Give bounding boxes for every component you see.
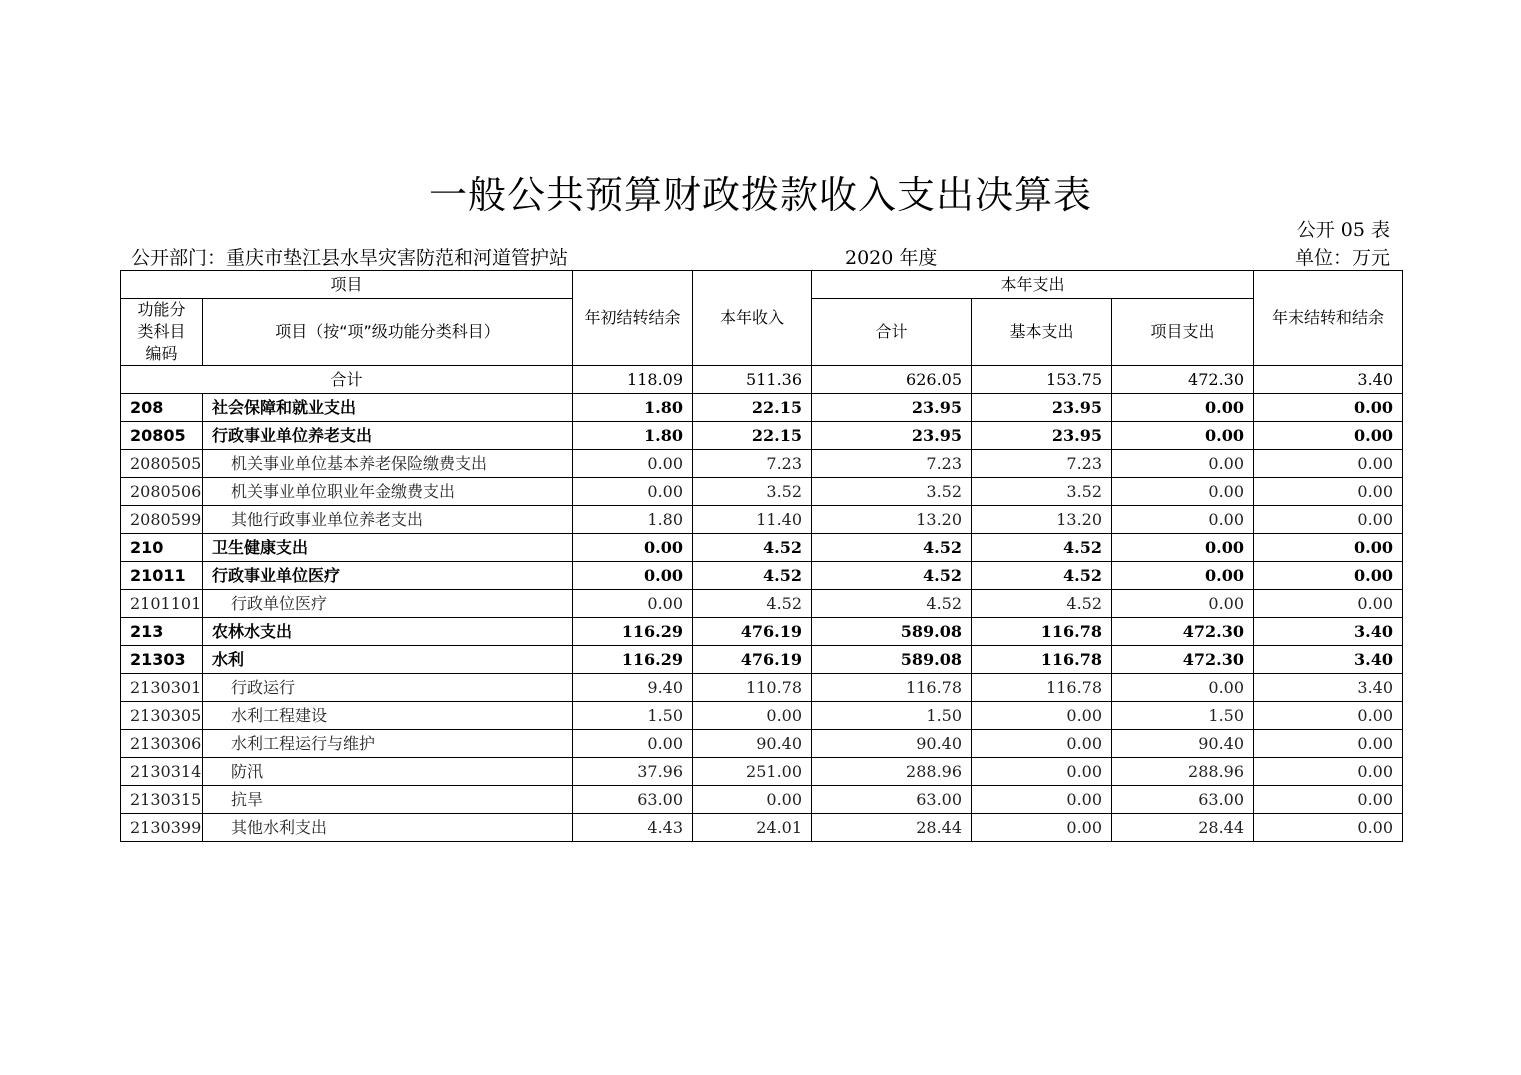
row-basic: 4.52 [972,562,1112,590]
row-name: 水利 [203,646,573,674]
row-opening: 0.00 [573,590,693,618]
row-total: 4.52 [812,562,972,590]
total-closing: 3.40 [1254,366,1403,394]
row-project: 90.40 [1112,730,1254,758]
row-name: 卫生健康支出 [203,534,573,562]
row-income: 4.52 [693,590,812,618]
table-row [121,618,1403,646]
header-name: 项目（按“项”级功能分类科目） [203,299,573,366]
row-income: 22.15 [693,422,812,450]
row-project: 0.00 [1112,450,1254,478]
row-total: 288.96 [812,758,972,786]
row-total: 63.00 [812,786,972,814]
total-project: 472.30 [1112,366,1254,394]
row-code: 2080505 [121,450,203,478]
department-label: 公开部门：重庆市垫江县水旱灾害防范和河道管护站 [131,247,569,269]
row-opening: 1.80 [573,422,693,450]
row-opening: 1.80 [573,394,693,422]
row-opening: 0.00 [573,534,693,562]
row-total: 13.20 [812,506,972,534]
row-total: 589.08 [812,646,972,674]
row-total: 28.44 [812,814,972,842]
row-project: 0.00 [1112,506,1254,534]
row-closing: 0.00 [1254,506,1403,534]
row-name: 行政运行 [203,674,573,702]
row-basic: 116.78 [972,646,1112,674]
row-closing: 3.40 [1254,646,1403,674]
total-basic: 153.75 [972,366,1112,394]
row-code: 21303 [121,646,203,674]
row-name: 机关事业单位基本养老保险缴费支出 [203,450,573,478]
header-expenditure-group: 本年支出 [812,271,1254,299]
total-opening: 118.09 [573,366,693,394]
row-name: 机关事业单位职业年金缴费支出 [203,478,573,506]
row-code: 2101101 [121,590,203,618]
row-code: 210 [121,534,203,562]
row-basic: 0.00 [972,814,1112,842]
row-project: 472.30 [1112,646,1254,674]
table-row [121,786,1403,814]
total-expenditure: 626.05 [812,366,972,394]
table-header [121,271,1403,366]
header-project-expenditure: 项目支出 [1112,299,1254,366]
row-project: 472.30 [1112,618,1254,646]
row-closing: 0.00 [1254,814,1403,842]
row-income: 11.40 [693,506,812,534]
row-income: 110.78 [693,674,812,702]
row-name: 行政事业单位养老支出 [203,422,573,450]
row-project: 0.00 [1112,478,1254,506]
row-basic: 0.00 [972,758,1112,786]
row-total: 589.08 [812,618,972,646]
header-project: 项目 [121,271,573,299]
row-closing: 0.00 [1254,394,1403,422]
row-opening: 116.29 [573,646,693,674]
row-name: 其他行政事业单位养老支出 [203,506,573,534]
table-body [121,366,1403,842]
row-closing: 0.00 [1254,478,1403,506]
row-total: 116.78 [812,674,972,702]
table-row [121,646,1403,674]
row-closing: 0.00 [1254,758,1403,786]
table-row [121,758,1403,786]
row-project: 288.96 [1112,758,1254,786]
row-project: 0.00 [1112,422,1254,450]
row-name: 抗旱 [203,786,573,814]
row-income: 3.52 [693,478,812,506]
row-basic: 4.52 [972,534,1112,562]
table-row [121,450,1403,478]
row-income: 4.52 [693,562,812,590]
row-code: 2130314 [121,758,203,786]
row-income: 0.00 [693,702,812,730]
row-basic: 0.00 [972,786,1112,814]
row-total: 7.23 [812,450,972,478]
row-closing: 0.00 [1254,702,1403,730]
row-closing: 3.40 [1254,618,1403,646]
row-income: 90.40 [693,730,812,758]
unit-label: 单位：万元 [1294,247,1390,269]
row-total: 90.40 [812,730,972,758]
table-row [121,478,1403,506]
row-opening: 0.00 [573,478,693,506]
table-row [121,814,1403,842]
row-income: 7.23 [693,450,812,478]
row-income: 476.19 [693,646,812,674]
row-project: 0.00 [1112,562,1254,590]
header-closing-balance: 年末结转和结余 [1254,271,1403,366]
row-code: 2080599 [121,506,203,534]
row-basic: 0.00 [972,702,1112,730]
row-name: 其他水利支出 [203,814,573,842]
row-closing: 0.00 [1254,590,1403,618]
budget-table [120,270,1403,842]
row-closing: 0.00 [1254,450,1403,478]
row-code: 2130301 [121,674,203,702]
row-code: 208 [121,394,203,422]
header-opening-balance: 年初结转结余 [573,271,693,366]
row-code: 2130306 [121,730,203,758]
row-total: 3.52 [812,478,972,506]
fiscal-year: 2020 年度 [845,247,938,269]
row-total: 4.52 [812,590,972,618]
row-opening: 0.00 [573,562,693,590]
row-closing: 0.00 [1254,786,1403,814]
row-code: 2080506 [121,478,203,506]
row-closing: 3.40 [1254,674,1403,702]
row-basic: 23.95 [972,422,1112,450]
row-project: 28.44 [1112,814,1254,842]
row-code: 213 [121,618,203,646]
row-basic: 23.95 [972,394,1112,422]
table-row [121,702,1403,730]
row-income: 476.19 [693,618,812,646]
row-basic: 116.78 [972,674,1112,702]
header-code: 功能分类科目编码 [121,299,203,366]
row-basic: 4.52 [972,590,1112,618]
row-income: 251.00 [693,758,812,786]
row-name: 水利工程建设 [203,702,573,730]
row-project: 1.50 [1112,702,1254,730]
row-project: 0.00 [1112,394,1254,422]
row-income: 24.01 [693,814,812,842]
header-total: 合计 [812,299,972,366]
row-project: 0.00 [1112,590,1254,618]
total-row [121,366,1403,394]
row-project: 63.00 [1112,786,1254,814]
row-basic: 13.20 [972,506,1112,534]
table-row [121,394,1403,422]
row-income: 4.52 [693,534,812,562]
row-opening: 0.00 [573,450,693,478]
row-opening: 63.00 [573,786,693,814]
row-basic: 0.00 [972,730,1112,758]
header-income: 本年收入 [693,271,812,366]
table-row [121,422,1403,450]
table-row [121,534,1403,562]
row-opening: 9.40 [573,674,693,702]
header-basic: 基本支出 [972,299,1112,366]
row-basic: 3.52 [972,478,1112,506]
table-row [121,590,1403,618]
row-name: 行政单位医疗 [203,590,573,618]
row-opening: 4.43 [573,814,693,842]
row-code: 21011 [121,562,203,590]
row-opening: 37.96 [573,758,693,786]
total-label: 合计 [121,366,573,394]
row-opening: 116.29 [573,618,693,646]
row-opening: 1.50 [573,702,693,730]
row-name: 社会保障和就业支出 [203,394,573,422]
row-name: 行政事业单位医疗 [203,562,573,590]
table-number: 公开 05 表 [1296,219,1390,241]
row-total: 4.52 [812,534,972,562]
row-closing: 0.00 [1254,730,1403,758]
row-code: 2130315 [121,786,203,814]
row-opening: 0.00 [573,730,693,758]
row-closing: 0.00 [1254,562,1403,590]
row-code: 20805 [121,422,203,450]
row-project: 0.00 [1112,674,1254,702]
row-income: 0.00 [693,786,812,814]
total-income: 511.36 [693,366,812,394]
page-title: 一般公共预算财政拨款收入支出决算表 [428,173,1092,217]
row-total: 1.50 [812,702,972,730]
row-basic: 7.23 [972,450,1112,478]
row-name: 农林水支出 [203,618,573,646]
table-row [121,674,1403,702]
table-row [121,562,1403,590]
row-closing: 0.00 [1254,534,1403,562]
row-name: 防汛 [203,758,573,786]
row-code: 2130305 [121,702,203,730]
row-total: 23.95 [812,422,972,450]
row-project: 0.00 [1112,534,1254,562]
row-closing: 0.00 [1254,422,1403,450]
row-total: 23.95 [812,394,972,422]
row-code: 2130399 [121,814,203,842]
table-row [121,506,1403,534]
row-name: 水利工程运行与维护 [203,730,573,758]
row-opening: 1.80 [573,506,693,534]
row-basic: 116.78 [972,618,1112,646]
row-income: 22.15 [693,394,812,422]
table-row [121,730,1403,758]
